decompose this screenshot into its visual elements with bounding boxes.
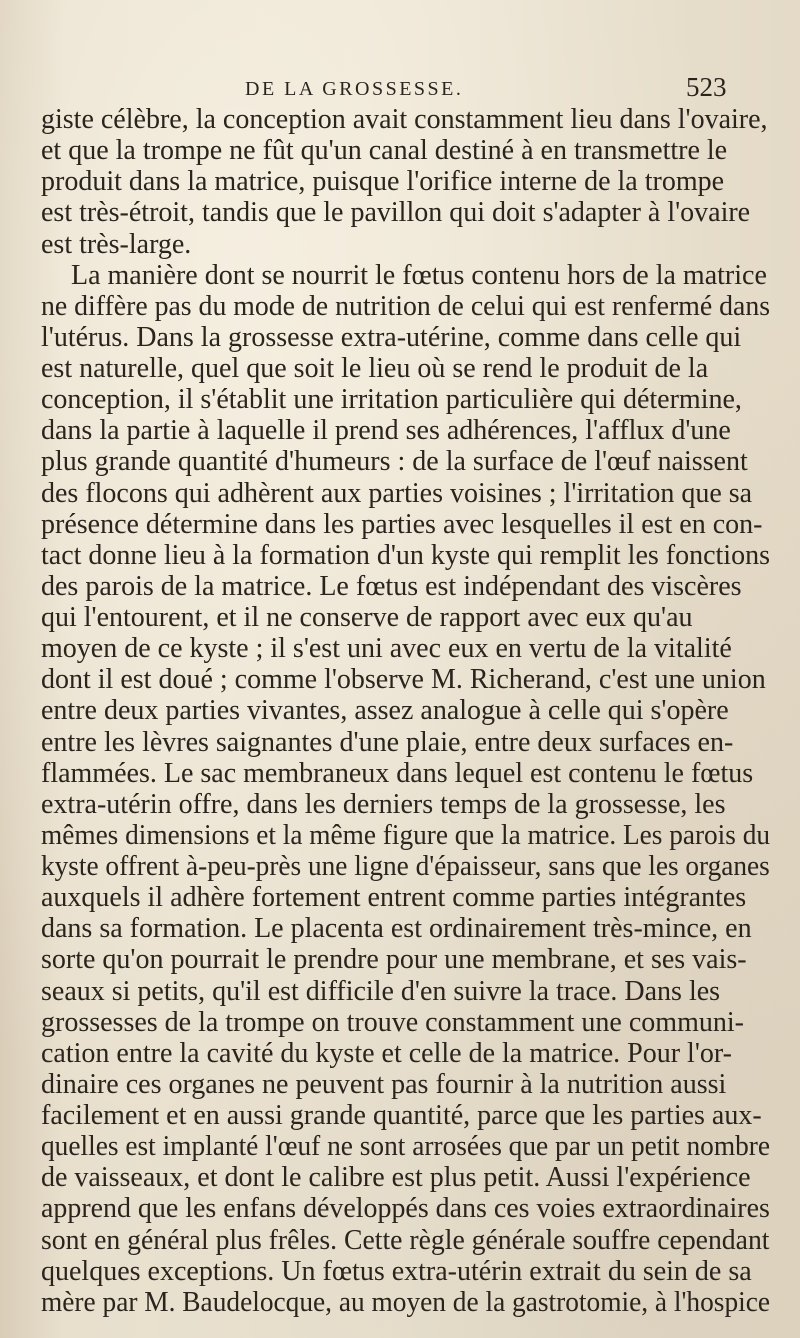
text-line: seaux si petits, qu'il est difficile d'en suivre la trace. Dans les: [41, 975, 721, 1007]
text-line: conception, il s'établit une irritation particulière qui détermine,: [41, 384, 742, 416]
text-line: quelques exceptions. Un fœtus extra-utérin extrait du sein de sa: [41, 1255, 752, 1287]
text-line: flammées. Le sac membraneux dans lequel est contenu le fœtus: [41, 757, 754, 789]
text-line: produit dans la matrice, puisque l'orifice interne de la trompe: [41, 166, 725, 198]
text-line: et que la trompe ne fût qu'un canal destiné à en transmettre le: [41, 135, 728, 167]
text-line: sont en général plus frêles. Cette règle générale souffre cependant: [41, 1224, 770, 1256]
text-line: l'utérus. Dans la grossesse extra-utérine, comme dans celle qui: [41, 321, 742, 353]
text-line: dont il est doué ; comme l'observe M. Richerand, c'est une union: [41, 664, 766, 696]
text-line: des flocons qui adhèrent aux parties voisines ; l'irritation que sa: [41, 477, 753, 509]
text-line: est naturelle, quel que soit le lieu où se rend le produit de la: [41, 353, 709, 385]
text-line: moyen de ce kyste ; il s'est uni avec eux en vertu de la vitalité: [41, 633, 732, 665]
text-line: qui l'entourent, et il ne conserve de rapport avec eux qu'au: [41, 602, 693, 634]
text-line: présence détermine dans les parties avec lesquelles il est en con-: [41, 508, 763, 540]
text-line: tact donne lieu à la formation d'un kyste qui remplit les fonctions: [41, 539, 770, 571]
text-line: plus grande quantité d'humeurs : de la surface de l'œuf naissent: [41, 446, 748, 478]
text-line: cation entre la cavité du kyste et celle de la matrice. Pour l'or-: [41, 1037, 732, 1069]
text-line: des parois de la matrice. Le fœtus est indépendant des viscères: [41, 570, 742, 602]
text-line: entre deux parties vivantes, assez analogue à celle qui s'opère: [41, 695, 729, 727]
text-line: quelles est implanté l'œuf ne sont arrosées que par un petit nombre: [41, 1131, 771, 1163]
text-line: apprend que les enfans développés dans ces voies extraordinaires: [41, 1193, 770, 1225]
text-line: est très-étroit, tandis que le pavillon qui doit s'adapter à l'ovaire: [41, 197, 751, 229]
text-line: dinaire ces organes ne peuvent pas fournir à la nutrition aussi: [41, 1068, 727, 1100]
text-line: facilement et en aussi grande quantité, parce que les parties aux-: [41, 1100, 762, 1132]
text-line: de vaisseaux, et dont le calibre est plus petit. Aussi l'expérience: [41, 1162, 751, 1194]
text-line: grossesses de la trompe on trouve constamment une communi-: [41, 1006, 744, 1038]
text-line: sorte qu'on pourrait le prendre pour une membrane, et ses vais-: [41, 944, 747, 976]
text-line: dans sa formation. Le placenta est ordinairement très-mince, en: [41, 913, 752, 945]
text-line: extra-utérin offre, dans les derniers temps de la grossesse, les: [41, 788, 726, 820]
text-line: entre les lèvres saignantes d'une plaie, entre deux surfaces en-: [41, 726, 734, 758]
text-line: dans la partie à laquelle il prend ses adhérences, l'afflux d'une: [41, 415, 731, 447]
text-line: giste célèbre, la conception avait constamment lieu dans l'ovaire,: [41, 104, 768, 135]
text-line: auxquels il adhère fortement entrent comme parties intégrantes: [41, 882, 747, 914]
text-line: mère par M. Baudelocque, au moyen de la gastrotomie, à l'hospice: [41, 1286, 771, 1318]
text-line: mêmes dimensions et la même figure que la matrice. Les parois du: [41, 819, 770, 851]
text-line: kyste offrent à-peu-près une ligne d'épaisseur, sans que les organes: [41, 851, 770, 883]
text-line: est très-large.: [41, 228, 192, 260]
running-title: DE LA GROSSESSE.: [245, 78, 464, 100]
text-line: ne diffère pas du mode de nutrition de celui qui est renfermé dans: [41, 290, 771, 322]
paragraph-start-line: La manière dont se nourrit le fœtus contenu hors de la matrice: [71, 259, 767, 291]
page-number: 523: [686, 72, 727, 102]
